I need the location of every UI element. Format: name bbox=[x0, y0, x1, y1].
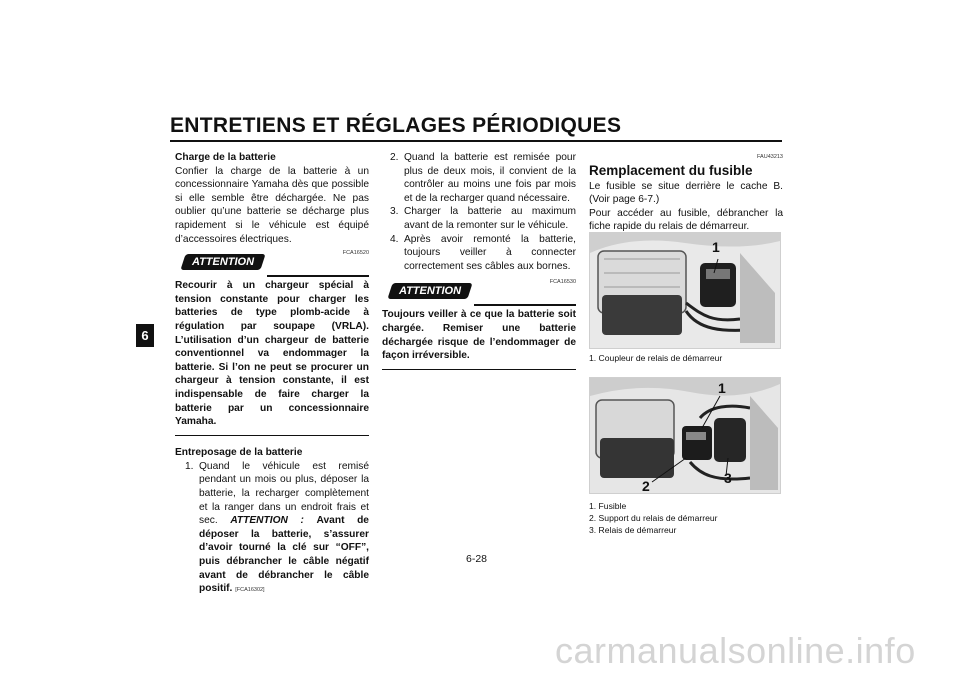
list-item bbox=[185, 460, 369, 598]
step-attention-label: ATTENTION : bbox=[230, 515, 304, 527]
title-rule bbox=[170, 140, 782, 142]
attention-code: FCA16530 bbox=[549, 279, 576, 286]
photo-2-captions bbox=[589, 500, 718, 536]
attention-1-end-rule bbox=[175, 435, 369, 437]
step-text: Quand la batterie est remisée pour plus de deux mois, il convient de la contrôler au moins une fois par mois et de la recharger quand nécessaire. bbox=[404, 152, 576, 204]
section-text-2: Pour accéder au fusible, débrancher la fiche rapide du relais de démarreur. bbox=[589, 207, 783, 233]
attention-2-text: Toujours veiller à ce que la batterie soit chargée. Remiser une batterie déchargée risque de l’endommager de façon irréversible. bbox=[382, 309, 576, 362]
caption-item: 1. Fusible bbox=[589, 501, 627, 511]
caption-item: 2. Support du relais de démarreur bbox=[589, 513, 718, 523]
step-text: Quand le véhicule est remisé pendant un mois ou plus, déposer la batterie, la recharger complètement et la ranger dans un endroit frais et sec. bbox=[199, 460, 369, 527]
step-code: [FCA16302] bbox=[235, 587, 265, 594]
step-text: Charger la batterie au maximum avant de la remonter sur le véhicule. bbox=[404, 206, 576, 231]
storage-heading: Entreposage de la batterie bbox=[175, 447, 303, 459]
attention-code: FCA16520 bbox=[342, 250, 369, 257]
charge-heading: Charge de la batterie bbox=[175, 152, 276, 163]
attention-1-text: Recourir à un chargeur spécial à tension constante pour charger les batteries de type plomb-acide à régulation par soupape (VRLA). L’utilisation d’un chargeur de batterie conventionnel va endommager la batterie. Si l’on ne peut se procurer un chargeur à tension constante, il est indispensable de faire charger la batterie par un concessionnaire Yamaha. bbox=[175, 280, 369, 428]
step-number: 3. bbox=[390, 206, 399, 218]
section-code: FAU43213 bbox=[757, 154, 783, 160]
list-item bbox=[390, 233, 576, 274]
caption-item: 3. Relais de démarreur bbox=[589, 525, 677, 535]
list-item bbox=[390, 151, 576, 205]
attention-label: ATTENTION bbox=[398, 285, 462, 298]
step-attention-text: Avant de déposer la batterie, s’assurer d’avoir tourné la clé sur “OFF”, puis débrancher le câble négatif avant de débrancher le câble positif. bbox=[199, 515, 369, 595]
photo-1-callout-1: 1 bbox=[712, 239, 720, 255]
step-number: 4. bbox=[390, 233, 399, 245]
column-1 bbox=[175, 151, 369, 598]
step-number: 2. bbox=[390, 152, 399, 163]
photo-2-callout-1: 1 bbox=[718, 380, 726, 396]
section-text-1: Le fusible se situe derrière le cache B. (Voir page 6-7.) bbox=[589, 180, 783, 206]
photo-2-illustration bbox=[590, 378, 780, 493]
storage-steps-continued bbox=[382, 151, 576, 273]
section-heading: Remplacement du fusible bbox=[589, 162, 753, 178]
photo-1-caption: 1. Coupleur de relais de démarreur bbox=[589, 353, 723, 363]
chapter-tab: 6 bbox=[136, 324, 154, 347]
attention-rule bbox=[474, 304, 576, 306]
column-3 bbox=[589, 151, 783, 234]
watermark: carmanualsonline.info bbox=[555, 630, 916, 671]
storage-steps bbox=[175, 460, 369, 598]
list-item bbox=[390, 205, 576, 232]
attention-box-1 bbox=[175, 250, 369, 276]
photo-fuse-location bbox=[589, 377, 781, 494]
photo-2-callout-3: 3 bbox=[724, 470, 732, 486]
attention-label: ATTENTION bbox=[191, 256, 255, 269]
step-text: Après avoir remonté la batterie, toujours veiller à connecter correctement ses câbles aux bornes. bbox=[404, 233, 576, 272]
photo-2-callout-2: 2 bbox=[642, 478, 650, 494]
photo-1-illustration bbox=[590, 233, 780, 348]
attention-2-end-rule bbox=[382, 369, 576, 371]
page-title: ENTRETIENS ET RÉGLAGES PÉRIODIQUES bbox=[170, 114, 622, 137]
step-number: 1. bbox=[185, 460, 194, 472]
photo-starter-relay-coupler bbox=[589, 232, 781, 349]
attention-box-2 bbox=[382, 279, 576, 305]
column-2 bbox=[382, 151, 576, 370]
charge-text: Confier la charge de la batterie à un concessionnaire Yamaha dès que possible si elle semble être déchargée. Ne pas oublier qu’une batterie se décharge plus rapidement si le véhicule est équipé d’accessoires électriques. bbox=[175, 165, 369, 245]
attention-rule bbox=[267, 275, 369, 277]
page-number: 6-28 bbox=[466, 553, 488, 565]
